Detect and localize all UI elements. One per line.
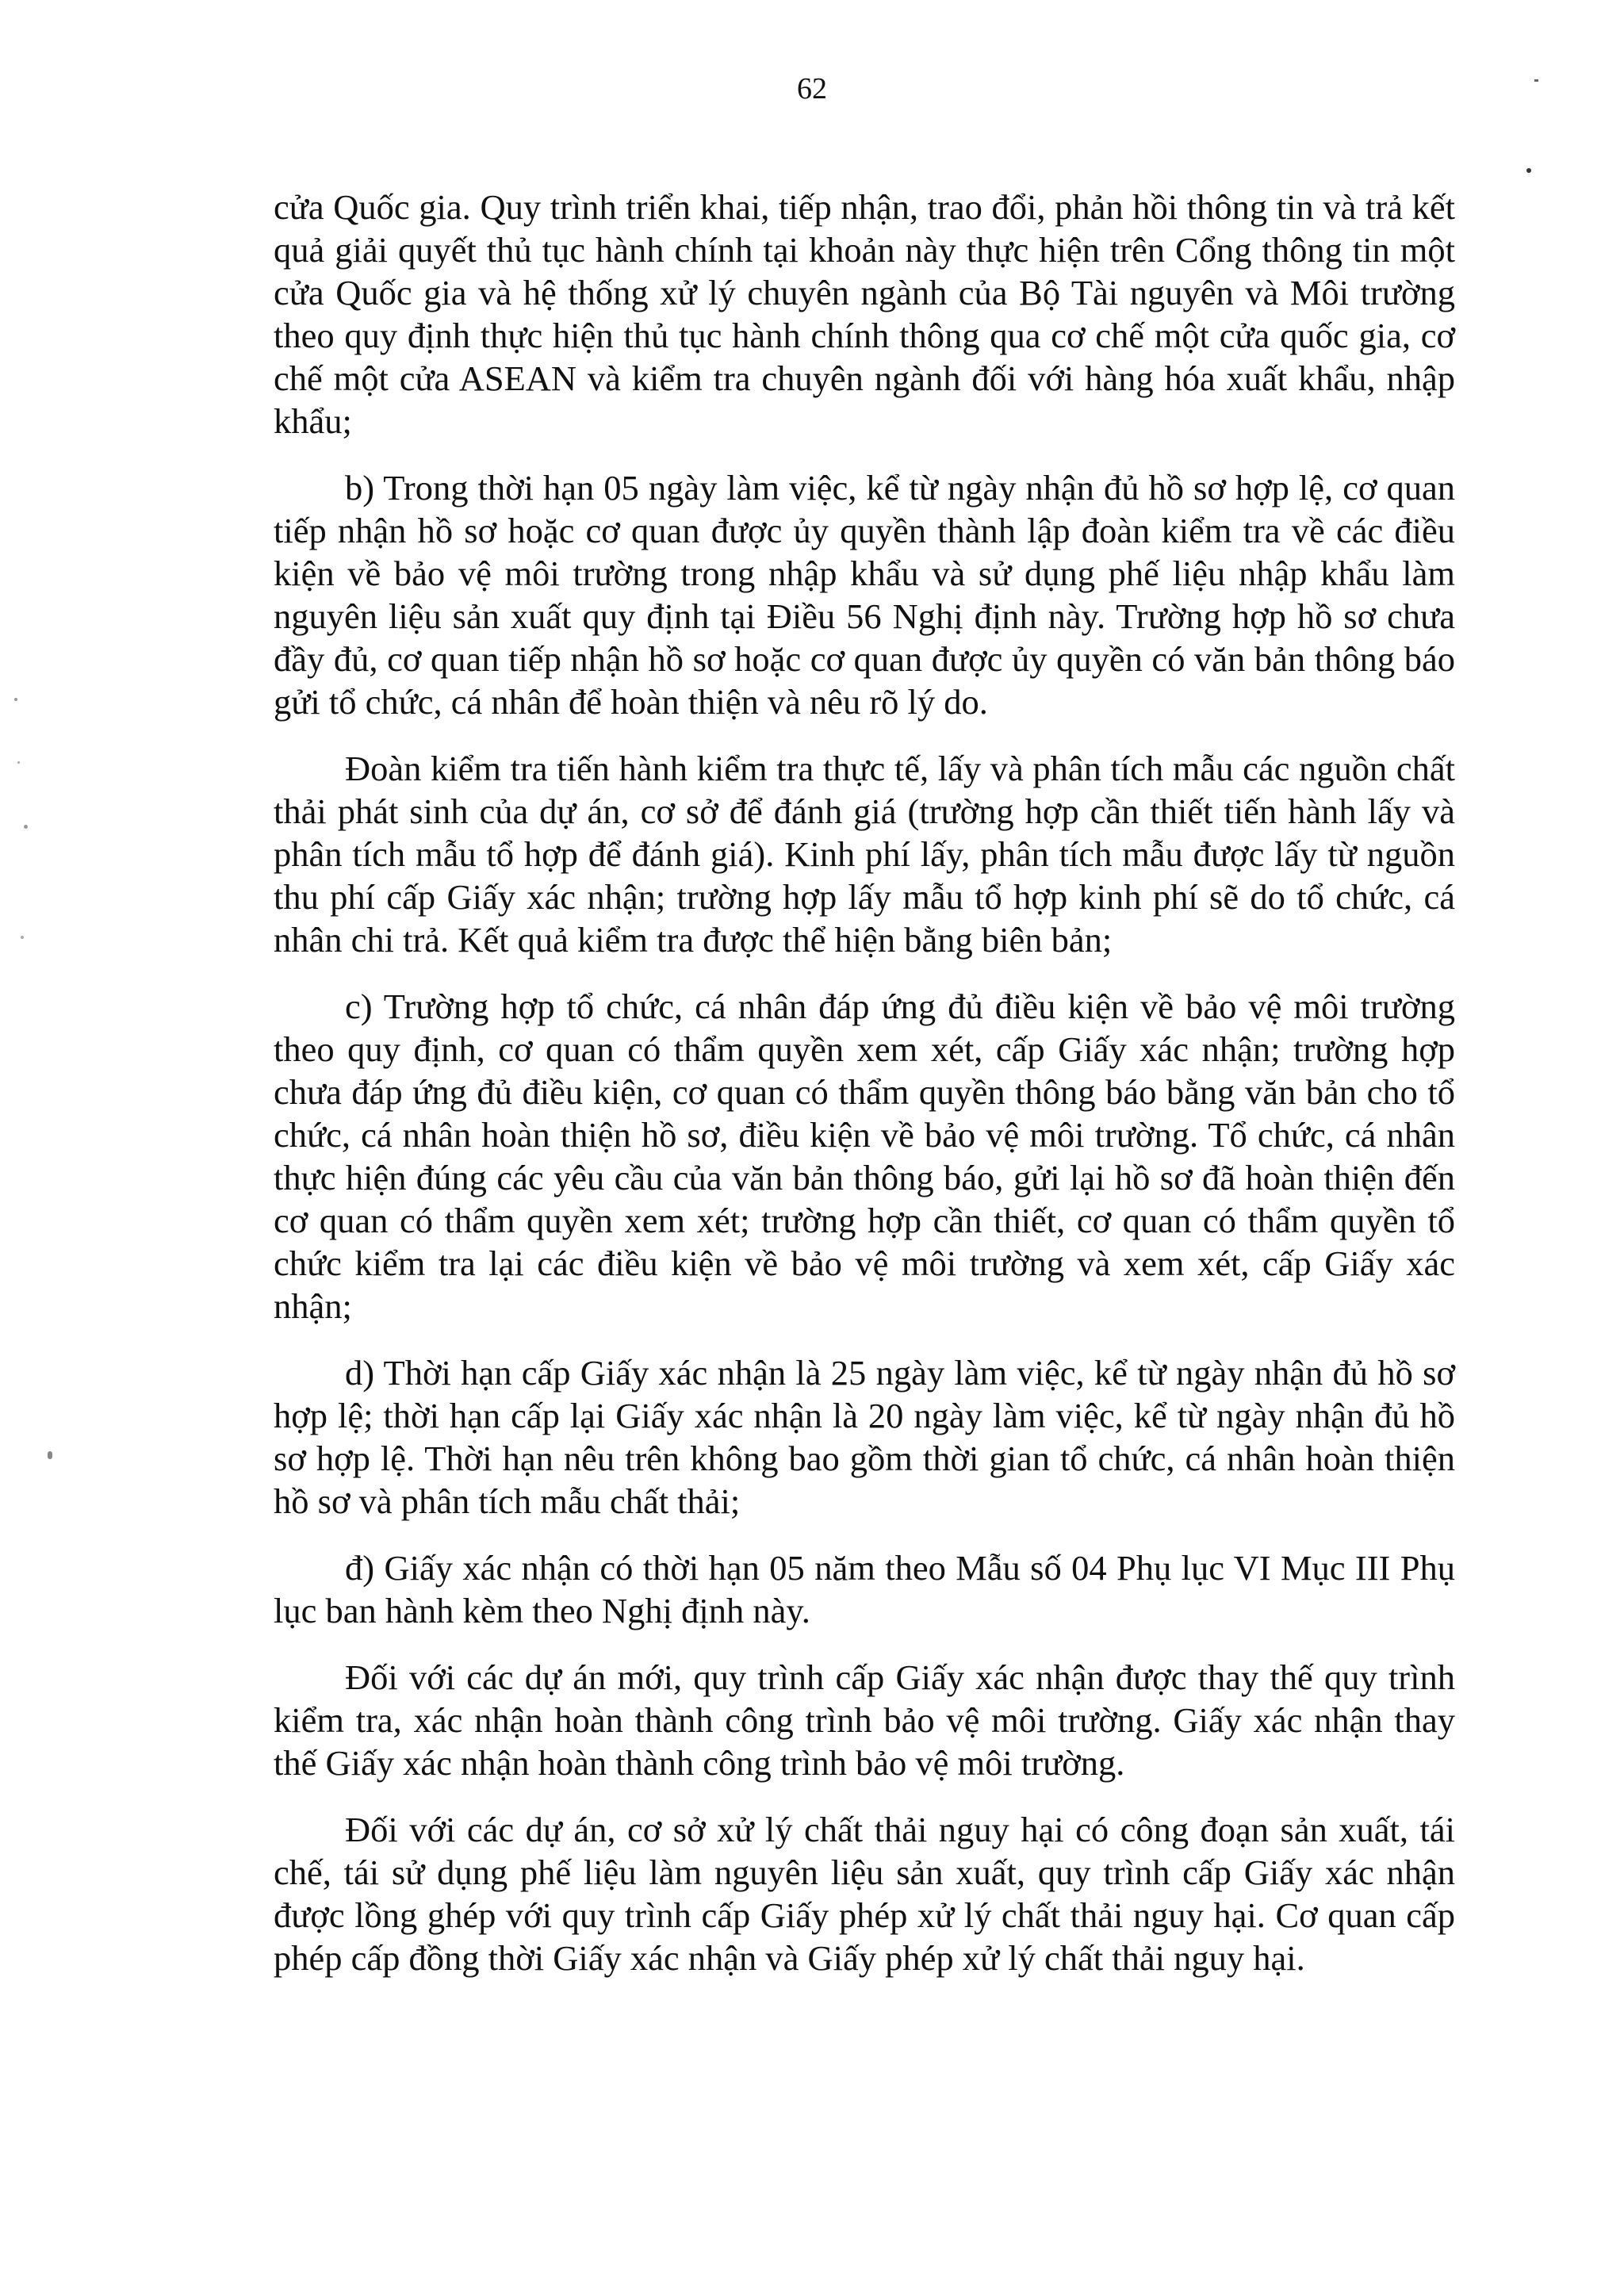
paragraph-inspection-team: Đoàn kiểm tra tiến hành kiểm tra thực tế, lấy và phân tích mẫu các nguồn chất thải phát sinh của dự án, cơ sở để đánh giá (trường hợp cần thiết tiến hành lấy và phân tích mẫu tổ hợp để đánh giá). Kinh phí lấy, phân tích mẫu được lấy từ nguồn thu phí cấp Giấy xác nhận; trường hợp lấy mẫu tổ hợp kinh phí sẽ do tổ chức, cá nhân chi trả. Kết quả kiểm tra được thể hiện bằng biên bản;: [274, 749, 1455, 960]
scan-speck: [24, 825, 28, 829]
paragraph-item-c: c) Trường hợp tổ chức, cá nhân đáp ứng đủ điều kiện về bảo vệ môi trường theo quy định, cơ quan có thẩm quyền xem xét, cấp Giấy xác nhận; trường hợp chưa đáp ứng đủ điều kiện, cơ quan có thẩm quyền thông báo bằng văn bản cho tổ chức, cá nhân hoàn thiện hồ sơ, điều kiện về bảo vệ môi trường. Tổ chức, cá nhân thực hiện đúng các yêu cầu của văn bản thông báo, gửi lại hồ sơ đã hoàn thiện đến cơ quan có thẩm quyền xem xét; trường hợp cần thiết, cơ quan có thẩm quyền tổ chức kiểm tra lại các điều kiện về bảo vệ môi trường và xem xét, cấp Giấy xác nhận;: [274, 987, 1455, 1326]
paragraph-hazardous-waste: Đối với các dự án, cơ sở xử lý chất thải nguy hại có công đoạn sản xuất, tái chế, tái sử dụng phế liệu làm nguyên liệu sản xuất, quy trình cấp Giấy xác nhận được lồng ghép với quy trình cấp Giấy phép xử lý chất thải nguy hại. Cơ quan cấp phép cấp đồng thời Giấy xác nhận và Giấy phép xử lý chất thải nguy hại.: [274, 1810, 1455, 1978]
scan-speck: [1526, 168, 1531, 173]
scan-speck: [21, 936, 24, 939]
scan-speck: [1534, 79, 1538, 82]
paragraph-item-d: d) Thời hạn cấp Giấy xác nhận là 25 ngày làm việc, kể từ ngày nhận đủ hồ sơ hợp lệ; thời hạn cấp lại Giấy xác nhận là 20 ngày làm việc, kể từ ngày nhận đủ hồ sơ hợp lệ. Thời hạn nêu trên không bao gồm thời gian tổ chức, cá nhân hoàn thiện hồ sơ và phân tích mẫu chất thải;: [274, 1353, 1455, 1521]
paragraph-continuation: cửa Quốc gia. Quy trình triển khai, tiếp nhận, trao đổi, phản hồi thông tin và trả kết quả giải quyết thủ tục hành chính tại khoản này thực hiện trên Cổng thông tin một cửa Quốc gia và hệ thống xử lý chuyên ngành của Bộ Tài nguyên và Môi trường theo quy định thực hiện thủ tục hành chính thông qua cơ chế một cửa quốc gia, cơ chế một cửa ASEAN và kiểm tra chuyên ngành đối với hàng hóa xuất khẩu, nhập khẩu;: [274, 187, 1455, 441]
scan-speck: [14, 698, 17, 701]
scan-speck: [48, 1451, 52, 1459]
paragraph-item-dd: đ) Giấy xác nhận có thời hạn 05 năm theo Mẫu số 04 Phụ lục VI Mục III Phụ lục ban hành kèm theo Nghị định này.: [274, 1548, 1455, 1630]
paragraph-new-projects: Đối với các dự án mới, quy trình cấp Giấy xác nhận được thay thế quy trình kiểm tra, xác nhận hoàn thành công trình bảo vệ môi trường. Giấy xác nhận thay thế Giấy xác nhận hoàn thành công trình bảo vệ môi trường.: [274, 1657, 1455, 1783]
paragraph-item-b: b) Trong thời hạn 05 ngày làm việc, kể từ ngày nhận đủ hồ sơ hợp lệ, cơ quan tiếp nhận hồ sơ hoặc cơ quan được ủy quyền thành lập đoàn kiểm tra về các điều kiện về bảo vệ môi trường trong nhập khẩu và sử dụng phế liệu nhập khẩu làm nguyên liệu sản xuất quy định tại Điều 56 Nghị định này. Trường hợp hồ sơ chưa đầy đủ, cơ quan tiếp nhận hồ sơ hoặc cơ quan được ủy quyền có văn bản thông báo gửi tổ chức, cá nhân để hoàn thiện và nêu rõ lý do.: [274, 468, 1455, 722]
scan-speck: [17, 761, 20, 764]
document-body: [274, 186, 1455, 2003]
page-number: 62: [797, 72, 827, 105]
